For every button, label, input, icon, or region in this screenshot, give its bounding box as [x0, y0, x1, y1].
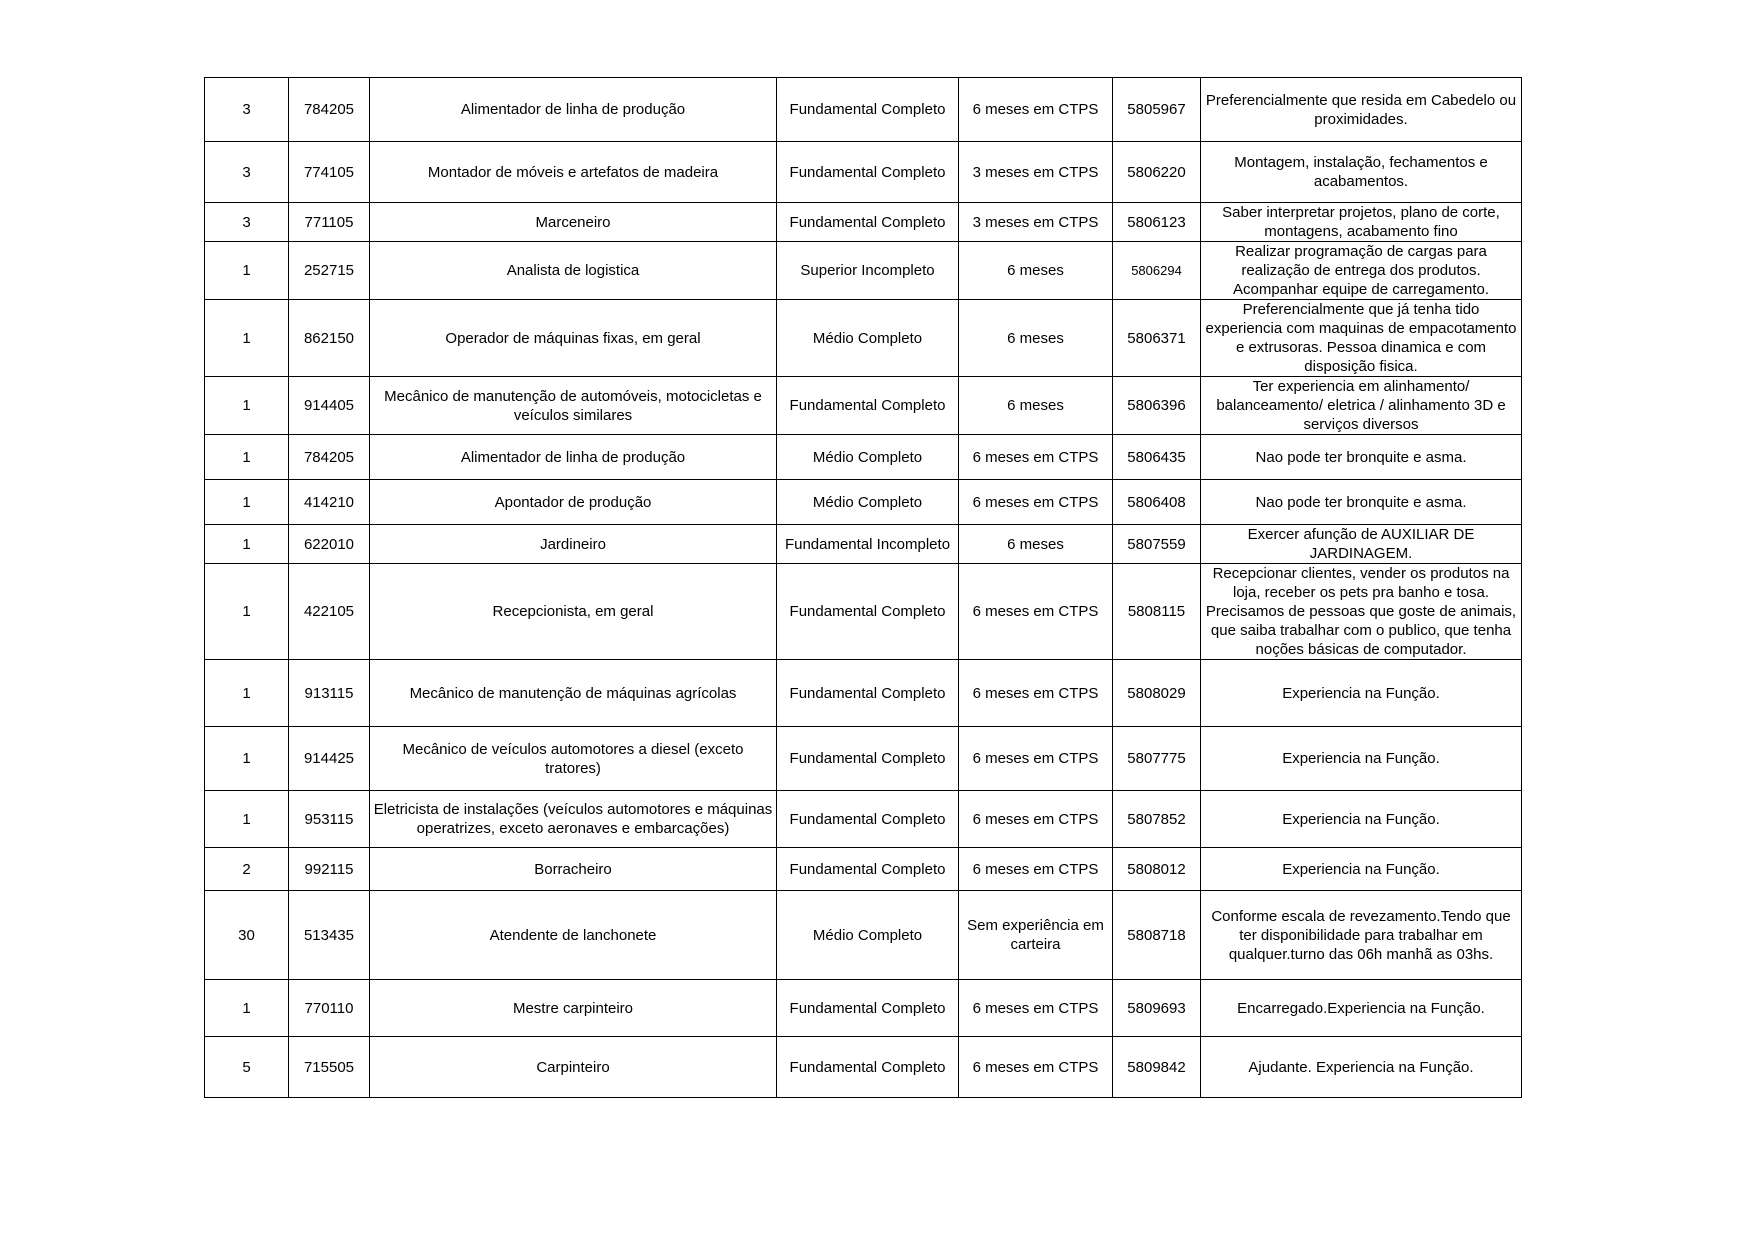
vacancy-count-cell: 1	[205, 480, 289, 525]
occupation-cell: Eletricista de instalações (veículos automotores e máquinas operatrizes, exceto aeronaves e embarcações)	[370, 791, 777, 848]
cbo-code-cell: 513435	[289, 891, 370, 980]
education-cell: Fundamental Completo	[777, 564, 959, 660]
table-row	[205, 480, 1522, 525]
cbo-code-cell: 252715	[289, 242, 370, 300]
table-row	[205, 525, 1522, 564]
occupation-cell: Operador de máquinas fixas, em geral	[370, 300, 777, 377]
cbo-code-cell: 414210	[289, 480, 370, 525]
cbo-code-cell: 422105	[289, 564, 370, 660]
table-row	[205, 377, 1522, 435]
vacancy-code-cell: 5808115	[1113, 564, 1201, 660]
occupation-cell: Mecânico de manutenção de automóveis, motocicletas e veículos similares	[370, 377, 777, 435]
cbo-code-cell: 953115	[289, 791, 370, 848]
experience-cell: 6 meses em CTPS	[959, 791, 1113, 848]
experience-cell: 3 meses em CTPS	[959, 142, 1113, 203]
education-cell: Médio Completo	[777, 435, 959, 480]
occupation-cell: Borracheiro	[370, 848, 777, 891]
vacancy-count-cell: 1	[205, 300, 289, 377]
occupation-cell: Mecânico de manutenção de máquinas agrícolas	[370, 660, 777, 727]
notes-cell: Nao pode ter bronquite e asma.	[1201, 435, 1522, 480]
vacancy-code-cell: 5807559	[1113, 525, 1201, 564]
vacancy-count-cell: 1	[205, 727, 289, 791]
occupation-cell: Mestre carpinteiro	[370, 980, 777, 1037]
cbo-code-cell: 862150	[289, 300, 370, 377]
vacancy-count-cell: 1	[205, 242, 289, 300]
occupation-cell: Montador de móveis e artefatos de madeira	[370, 142, 777, 203]
experience-cell: 6 meses em CTPS	[959, 848, 1113, 891]
vacancy-count-cell: 1	[205, 980, 289, 1037]
vacancy-code-cell: 5806220	[1113, 142, 1201, 203]
education-cell: Fundamental Completo	[777, 203, 959, 242]
experience-cell: 6 meses em CTPS	[959, 660, 1113, 727]
occupation-cell: Carpinteiro	[370, 1037, 777, 1098]
cbo-code-cell: 715505	[289, 1037, 370, 1098]
education-cell: Médio Completo	[777, 891, 959, 980]
experience-cell: 6 meses em CTPS	[959, 564, 1113, 660]
experience-cell: 6 meses em CTPS	[959, 1037, 1113, 1098]
table-row	[205, 142, 1522, 203]
experience-cell: Sem experiência em carteira	[959, 891, 1113, 980]
cbo-code-cell: 622010	[289, 525, 370, 564]
table-row	[205, 660, 1522, 727]
job-vacancies-table	[204, 77, 1522, 1098]
vacancy-code-cell: 5806435	[1113, 435, 1201, 480]
notes-cell: Encarregado.Experiencia na Função.	[1201, 980, 1522, 1037]
table-row	[205, 891, 1522, 980]
occupation-cell: Recepcionista, em geral	[370, 564, 777, 660]
vacancy-count-cell: 2	[205, 848, 289, 891]
notes-cell: Exercer afunção de AUXILIAR DE JARDINAGEM.	[1201, 525, 1522, 564]
vacancy-code-cell: 5806294	[1113, 242, 1201, 300]
vacancy-count-cell: 3	[205, 203, 289, 242]
vacancy-code-cell: 5806123	[1113, 203, 1201, 242]
vacancy-code-cell: 5809842	[1113, 1037, 1201, 1098]
vacancy-count-cell: 1	[205, 377, 289, 435]
table-row	[205, 78, 1522, 142]
experience-cell: 6 meses	[959, 242, 1113, 300]
occupation-cell: Atendente de lanchonete	[370, 891, 777, 980]
education-cell: Médio Completo	[777, 300, 959, 377]
vacancy-count-cell: 1	[205, 791, 289, 848]
experience-cell: 6 meses	[959, 377, 1113, 435]
education-cell: Fundamental Completo	[777, 78, 959, 142]
cbo-code-cell: 784205	[289, 435, 370, 480]
experience-cell: 6 meses em CTPS	[959, 435, 1113, 480]
education-cell: Superior Incompleto	[777, 242, 959, 300]
cbo-code-cell: 774105	[289, 142, 370, 203]
table-row	[205, 980, 1522, 1037]
cbo-code-cell: 914425	[289, 727, 370, 791]
cbo-code-cell: 771105	[289, 203, 370, 242]
vacancy-code-cell: 5807775	[1113, 727, 1201, 791]
vacancy-count-cell: 1	[205, 564, 289, 660]
vacancy-code-cell: 5806396	[1113, 377, 1201, 435]
notes-cell: Experiencia na Função.	[1201, 791, 1522, 848]
cbo-code-cell: 784205	[289, 78, 370, 142]
occupation-cell: Mecânico de veículos automotores a diesel (exceto tratores)	[370, 727, 777, 791]
notes-cell: Preferencialmente que já tenha tido experiencia com maquinas de empacotamento e extrusoras. Pessoa dinamica e com disposição fisica.	[1201, 300, 1522, 377]
education-cell: Fundamental Completo	[777, 727, 959, 791]
occupation-cell: Marceneiro	[370, 203, 777, 242]
table-row	[205, 1037, 1522, 1098]
experience-cell: 6 meses em CTPS	[959, 78, 1113, 142]
occupation-cell: Alimentador de linha de produção	[370, 435, 777, 480]
cbo-code-cell: 914405	[289, 377, 370, 435]
notes-cell: Ter experiencia em alinhamento/ balanceamento/ eletrica / alinhamento 3D e serviços diversos	[1201, 377, 1522, 435]
vacancy-code-cell: 5808012	[1113, 848, 1201, 891]
vacancy-code-cell: 5808029	[1113, 660, 1201, 727]
experience-cell: 6 meses	[959, 525, 1113, 564]
notes-cell: Experiencia na Função.	[1201, 660, 1522, 727]
experience-cell: 6 meses em CTPS	[959, 980, 1113, 1037]
table-row	[205, 242, 1522, 300]
vacancy-count-cell: 3	[205, 78, 289, 142]
notes-cell: Experiencia na Função.	[1201, 848, 1522, 891]
experience-cell: 6 meses	[959, 300, 1113, 377]
table-row	[205, 791, 1522, 848]
table-row	[205, 727, 1522, 791]
education-cell: Fundamental Completo	[777, 848, 959, 891]
education-cell: Fundamental Completo	[777, 1037, 959, 1098]
table-row	[205, 848, 1522, 891]
cbo-code-cell: 992115	[289, 848, 370, 891]
vacancy-code-cell: 5807852	[1113, 791, 1201, 848]
cbo-code-cell: 770110	[289, 980, 370, 1037]
education-cell: Fundamental Completo	[777, 377, 959, 435]
education-cell: Fundamental Completo	[777, 980, 959, 1037]
table-row	[205, 435, 1522, 480]
education-cell: Fundamental Completo	[777, 142, 959, 203]
education-cell: Fundamental Completo	[777, 791, 959, 848]
experience-cell: 3 meses em CTPS	[959, 203, 1113, 242]
vacancy-count-cell: 3	[205, 142, 289, 203]
notes-cell: Recepcionar clientes, vender os produtos na loja, receber os pets pra banho e tosa. Precisamos de pessoas que goste de animais, que saiba trabalhar com o publico, que tenha noções básicas de computador.	[1201, 564, 1522, 660]
vacancy-count-cell: 1	[205, 525, 289, 564]
experience-cell: 6 meses em CTPS	[959, 480, 1113, 525]
notes-cell: Saber interpretar projetos, plano de corte, montagens, acabamento fino	[1201, 203, 1522, 242]
vacancy-count-cell: 30	[205, 891, 289, 980]
table-row	[205, 564, 1522, 660]
education-cell: Médio Completo	[777, 480, 959, 525]
occupation-cell: Apontador de produção	[370, 480, 777, 525]
vacancy-count-cell: 1	[205, 660, 289, 727]
education-cell: Fundamental Completo	[777, 660, 959, 727]
table-body	[205, 78, 1522, 1098]
vacancy-code-cell: 5808718	[1113, 891, 1201, 980]
vacancy-code-cell: 5809693	[1113, 980, 1201, 1037]
notes-cell: Realizar programação de cargas para realização de entrega dos produtos. Acompanhar equipe de carregamento.	[1201, 242, 1522, 300]
cbo-code-cell: 913115	[289, 660, 370, 727]
table-row	[205, 203, 1522, 242]
notes-cell: Conforme escala de revezamento.Tendo que ter disponibilidade para trabalhar em qualquer.turno das 06h manhã as 03hs.	[1201, 891, 1522, 980]
notes-cell: Montagem, instalação, fechamentos e acabamentos.	[1201, 142, 1522, 203]
experience-cell: 6 meses em CTPS	[959, 727, 1113, 791]
vacancy-count-cell: 1	[205, 435, 289, 480]
occupation-cell: Alimentador de linha de produção	[370, 78, 777, 142]
vacancy-count-cell: 5	[205, 1037, 289, 1098]
vacancy-code-cell: 5806408	[1113, 480, 1201, 525]
notes-cell: Experiencia na Função.	[1201, 727, 1522, 791]
notes-cell: Preferencialmente que resida em Cabedelo ou proximidades.	[1201, 78, 1522, 142]
vacancy-code-cell: 5806371	[1113, 300, 1201, 377]
table-row	[205, 300, 1522, 377]
education-cell: Fundamental Incompleto	[777, 525, 959, 564]
notes-cell: Nao pode ter bronquite e asma.	[1201, 480, 1522, 525]
occupation-cell: Analista de logistica	[370, 242, 777, 300]
notes-cell: Ajudante. Experiencia na Função.	[1201, 1037, 1522, 1098]
occupation-cell: Jardineiro	[370, 525, 777, 564]
vacancy-code-cell: 5805967	[1113, 78, 1201, 142]
